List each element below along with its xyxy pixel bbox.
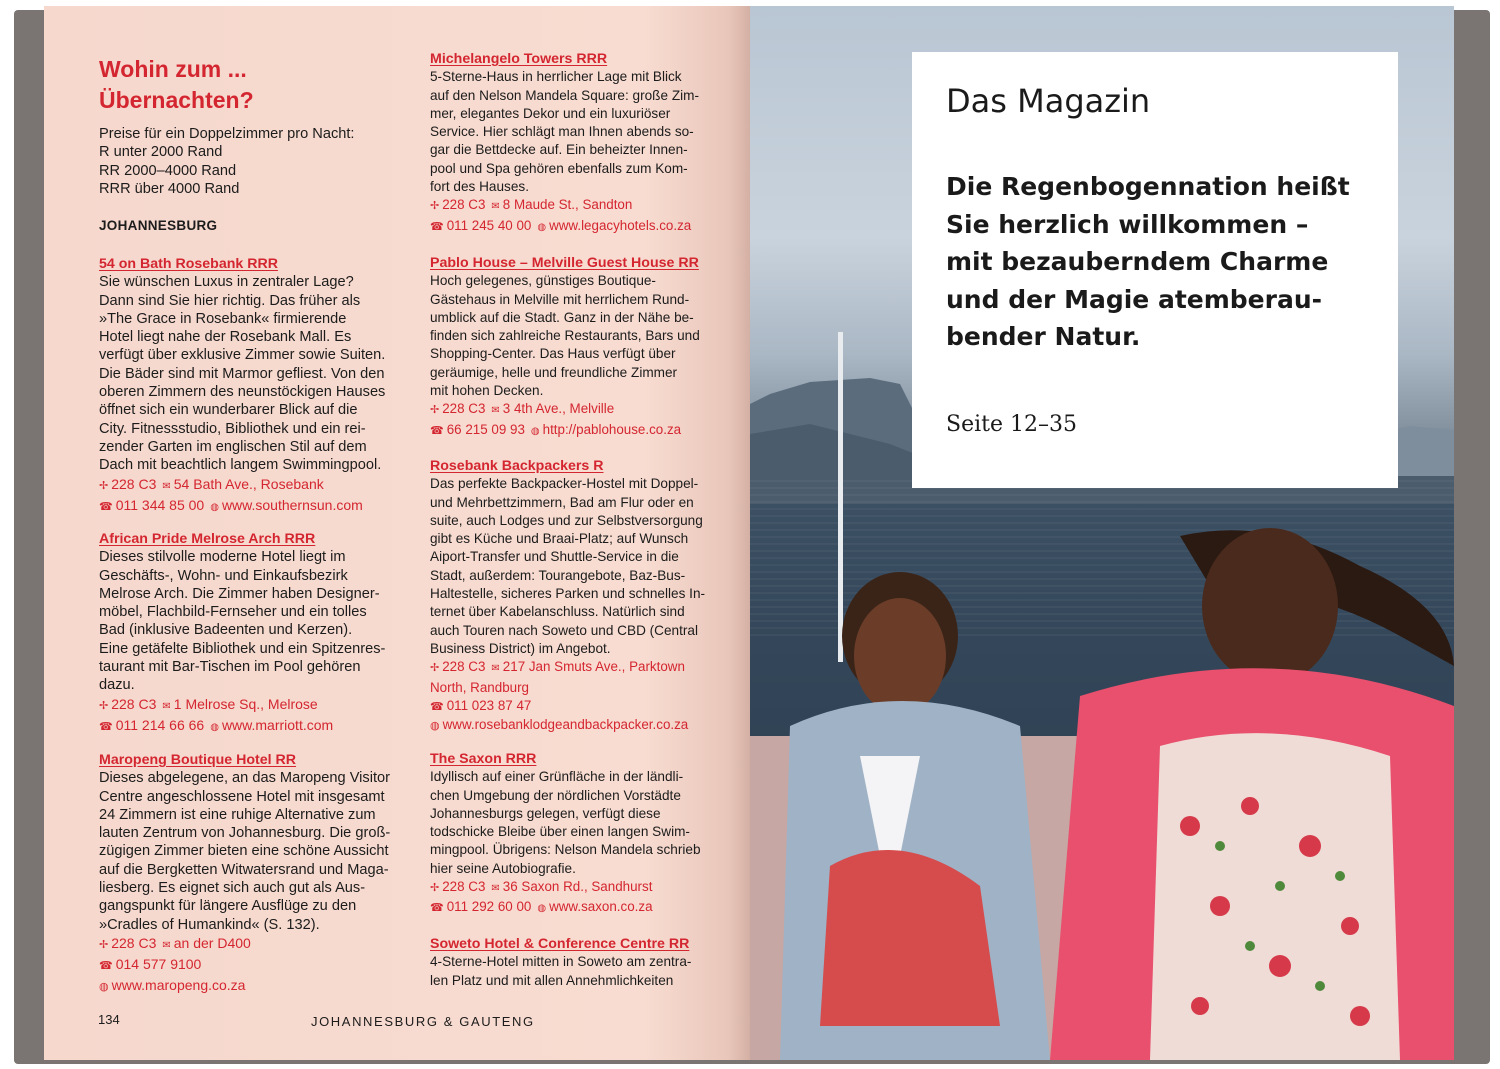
description-line: auf den Nelson Mandela Square: große Zim- [430, 87, 699, 103]
intro-line: Sie herzlich willkommen – [946, 209, 1309, 239]
description-line: möbel, Flachbild-Fernseher und ein tolles [99, 604, 367, 621]
map-reference: 228 C3 [111, 475, 157, 492]
heading-line-1: Wohin zum ... [99, 56, 247, 82]
website-link[interactable]: www.southernsun.com [221, 496, 363, 513]
magazine-teaser-box [912, 52, 1398, 488]
description-line: gibt es Küche und Braai-Platz; auf Wunsch [430, 531, 689, 547]
description-line: chen Umgebung der nördlichen Vorstädte [430, 787, 681, 803]
map-reference: 228 C3 [442, 401, 486, 417]
description-line: Service. Hier schlägt man Ihnen abends so- [430, 124, 694, 140]
description-line: öffnet sich ein wunderbarer Blick auf die [99, 402, 358, 419]
description-line: Aiport-Transfer und Shuttle-Service in die [430, 549, 679, 565]
hotel-description [430, 272, 742, 400]
phone-number: 011 023 87 47 [446, 697, 532, 713]
website-link[interactable]: www.saxon.co.za [549, 899, 653, 915]
description-line: lauten Zentrum von Johannesburg. Die groß- [99, 825, 391, 842]
envelope-icon: ✉ [491, 405, 500, 417]
address: 1 Melrose Sq., Melrose [173, 695, 318, 712]
address-continued: North, Randburg [430, 679, 529, 695]
description-line: Geschäfts-, Wohn- und Einkaufsbezirk [99, 567, 348, 584]
globe-icon: ◍ [99, 980, 109, 993]
phone-icon: ☎ [430, 220, 444, 233]
hotel-contact [99, 475, 419, 518]
envelope-icon: ✉ [162, 480, 171, 492]
hotel-description [430, 768, 742, 878]
hotel-contact [430, 400, 742, 441]
description-line: geräumige, helle und freundliche Zimmer [430, 364, 678, 380]
description-line: mit hohen Decken. [430, 383, 544, 399]
price-legend-intro: Preise für ein Doppelzimmer pro Nacht: [99, 126, 355, 142]
phone-number: 011 292 60 00 [446, 899, 532, 915]
address: an der D400 [173, 934, 251, 951]
hotel-contact [430, 196, 742, 237]
hotel-title-link[interactable]: African Pride Melrose Arch RRR [99, 531, 316, 547]
price-legend-r: R unter 2000 Rand [99, 144, 223, 161]
description-line: umblick auf die Stadt. Ganz in der Nähe be- [430, 309, 694, 325]
phone-icon: ☎ [430, 424, 444, 437]
globe-icon: ◍ [537, 903, 547, 915]
description-line: auf die Bergketten Witwatersrand und Maga- [99, 861, 389, 878]
description-line: Dach mit beachtlich langem Swimmingpool. [99, 457, 382, 474]
website-link[interactable]: http://pablohouse.co.za [542, 421, 682, 437]
phone-number: 011 344 85 00 [115, 496, 205, 513]
globe-icon: ◍ [210, 721, 219, 733]
description-line: Stadt, außerdem: Tourangebote, Baz-Bus- [430, 567, 686, 583]
address: 8 Maude St., Sandton [502, 197, 633, 213]
envelope-icon: ✉ [491, 201, 500, 213]
description-line: Hotel liegt nahe der Rosebank Mall. Es [99, 329, 352, 346]
phone-number: 014 577 9100 [115, 956, 202, 973]
hotel-entry [430, 935, 742, 990]
description-line: 5-Sterne-Haus in herrlicher Lage mit Blick [430, 69, 682, 85]
description-line: Dieses abgelegene, an das Maropeng Visitor [99, 770, 390, 787]
website-link[interactable]: www.marriott.com [221, 716, 334, 733]
globe-icon: ◍ [210, 501, 219, 513]
description-line: gangspunkt für längere Ausflüge zu den [99, 898, 357, 915]
website-link[interactable]: www.maropeng.co.za [111, 976, 246, 993]
heading-line-2: Übernachten? [99, 87, 254, 113]
phone-icon: ☎ [99, 960, 113, 973]
website-link[interactable]: www.rosebanklodgeandbackpacker.co.za [442, 717, 689, 733]
hotel-entry [99, 255, 419, 517]
address: 217 Jan Smuts Ave., Parktown [502, 659, 685, 675]
description-line: Haltestelle, sicheres Parken und schnelles In- [430, 586, 706, 602]
description-line: Bad (inklusive Badeenten und Kerzen). [99, 622, 353, 639]
description-line: pool und Spa gehören ebenfalls zum Kom- [430, 160, 688, 176]
description-line: todschicke Bleibe über einen langen Swim- [430, 824, 690, 840]
description-line: ternet über Kabelanschluss. Natürlich sind [430, 604, 685, 620]
description-line: 4-Sterne-Hotel mitten in Soweto am zentra- [430, 954, 692, 970]
map-pin-icon: ✢ [99, 479, 109, 492]
phone-icon: ☎ [430, 902, 444, 915]
map-reference: 228 C3 [442, 659, 486, 675]
page-heading [99, 54, 399, 116]
description-line: City. Fitnessstudio, Bibliothek und ein rei- [99, 420, 366, 437]
phone-number: 011 245 40 00 [446, 217, 532, 233]
description-line: suite, auch Lodges und zur Selbstversorgung [430, 512, 703, 528]
hotel-title-link[interactable]: Pablo House – Melville Guest House RR [430, 255, 699, 271]
description-line: Centre angeschlossene Hotel mit insgesamt [99, 788, 385, 805]
running-title: JOHANNESBURG & GAUTENG [311, 1014, 535, 1029]
hotel-title-link[interactable]: 54 on Bath Rosebank RRR [99, 256, 278, 272]
magazine-page-range: Seite 12–35 [946, 412, 1077, 437]
intro-line: Die Regenbogennation heißt [946, 172, 1350, 201]
map-pin-icon: ✢ [99, 938, 109, 951]
hotel-title-link[interactable]: The Saxon RRR [430, 751, 537, 767]
envelope-icon: ✉ [162, 939, 171, 951]
hotel-title-link[interactable]: Michelangelo Towers RRR [430, 51, 608, 67]
description-line: Die Bäder sind mit Marmor gefliest. Von den [99, 365, 385, 382]
hotel-contact [99, 934, 419, 996]
hotel-description [430, 68, 742, 196]
map-pin-icon: ✢ [430, 200, 440, 213]
hotel-contact [430, 658, 742, 735]
phone-number: 011 214 66 66 [115, 716, 205, 733]
phone-number: 66 215 09 93 [446, 421, 525, 437]
description-line: Dann sind Sie hier richtig. Das früher als [99, 292, 361, 309]
hotel-title-link[interactable]: Maropeng Boutique Hotel RR [99, 752, 297, 768]
envelope-icon: ✉ [491, 663, 500, 675]
description-line: Business District) im Angebot. [430, 640, 611, 656]
right-page-photo [750, 6, 1454, 1060]
price-legend-rrr: RRR über 4000 Rand [99, 180, 240, 197]
intro-line: mit bezauberndem Charme [946, 247, 1329, 276]
magazine-intro [946, 168, 1376, 356]
map-pin-icon: ✢ [430, 662, 440, 675]
hotel-description [430, 475, 742, 658]
description-line: zügigen Zimmer bieten eine schöne Aussicht [99, 843, 389, 860]
address: 54 Bath Ave., Rosebank [173, 475, 324, 492]
description-line: Melrose Arch. Die Zimmer haben Designer- [99, 585, 380, 602]
description-line: oberen Zimmern des neunstöckigen Hauses [99, 384, 386, 401]
description-line: len Platz und mit allen Annehmlichkeiten [430, 972, 674, 988]
hotel-contact [430, 878, 742, 919]
people-illustration [750, 526, 1454, 1060]
description-line: Johannesburgs gelegen, verfügt diese [430, 805, 661, 821]
intro-line: bender Natur. [946, 322, 1141, 351]
description-line: Das perfekte Backpacker-Hostel mit Doppel- [430, 476, 699, 492]
left-page [44, 6, 750, 1060]
hotel-entry [430, 750, 742, 919]
section-heading: JOHANNESBURG [99, 218, 218, 233]
description-line: Sie wünschen Luxus in zentraler Lage? [99, 274, 354, 291]
hotel-description [99, 548, 419, 694]
description-line: »Cradles of Humankind« (S. 132). [99, 916, 320, 933]
hotel-entry [430, 254, 742, 441]
map-pin-icon: ✢ [99, 699, 109, 712]
description-line: Dieses stilvolle moderne Hotel liegt im [99, 549, 346, 566]
hotel-entry [99, 530, 419, 737]
map-pin-icon: ✢ [430, 404, 440, 417]
magazine-title: Das Magazin [946, 82, 1151, 120]
globe-icon: ◍ [537, 221, 547, 233]
price-legend [99, 125, 355, 198]
hotel-entry [430, 50, 742, 237]
envelope-icon: ✉ [162, 700, 171, 712]
description-line: mingpool. Übrigens: Nelson Mandela schrieb [430, 842, 701, 858]
page-number: 134 [98, 1012, 120, 1027]
description-line: dazu. [99, 677, 135, 694]
description-line: zender Garten im englischen Stil auf dem [99, 438, 367, 455]
hotel-title-link[interactable]: Soweto Hotel & Conference Centre RR [430, 936, 690, 952]
phone-icon: ☎ [99, 720, 113, 733]
envelope-icon: ✉ [491, 883, 500, 895]
globe-icon: ◍ [530, 425, 540, 437]
description-line: Hoch gelegenes, günstiges Boutique- [430, 273, 656, 289]
description-line: fort des Hauses. [430, 179, 529, 195]
description-line: Shopping-Center. Das Haus verfügt über [430, 346, 676, 362]
price-legend-rr: RR 2000–4000 Rand [99, 162, 237, 179]
map-reference: 228 C3 [111, 695, 157, 712]
hotel-title-link[interactable]: Rosebank Backpackers R [430, 458, 604, 474]
hotel-description [99, 273, 419, 474]
phone-icon: ☎ [430, 700, 444, 713]
intro-line: und der Magie atemberau- [946, 284, 1323, 314]
description-line: mer, elegantes Dekor und ein luxuriöser [430, 105, 671, 121]
map-reference: 228 C3 [442, 197, 486, 213]
address: 36 Saxon Rd., Sandhurst [502, 879, 653, 895]
map-reference: 228 C3 [111, 934, 157, 951]
description-line: auch Touren nach Soweto und CBD (Central [430, 622, 699, 638]
map-reference: 228 C3 [442, 879, 486, 895]
description-line: finden sich zahlreiche Restaurants, Bars und [430, 328, 700, 344]
website-link[interactable]: www.legacyhotels.co.za [549, 217, 692, 233]
address: 3 4th Ave., Melville [502, 401, 615, 417]
hotel-entry [99, 751, 419, 996]
description-line: liesberg. Es eignet sich auch gut als Aus- [99, 880, 366, 897]
description-line: Idyllisch auf einer Grünfläche in der ländli- [430, 769, 684, 785]
hotel-description [99, 769, 419, 934]
description-line: Gästehaus in Melville mit herrlichem Rund- [430, 291, 690, 307]
description-line: »The Grace in Rosebank« firmierende [99, 310, 347, 327]
phone-icon: ☎ [99, 500, 113, 513]
globe-icon: ◍ [430, 720, 440, 733]
description-line: taurant mit Bar-Tischen im Pool gehören [99, 659, 361, 676]
description-line: gar die Bettdecke auf. Ein beheizter Innen- [430, 142, 688, 158]
description-line: und Mehrbettzimmern, Bad am Flur oder en [430, 494, 694, 510]
hotel-description [430, 953, 742, 990]
description-line: Eine getäfelte Bibliothek und ein Spitzenres- [99, 640, 386, 657]
hotel-entry [430, 457, 742, 735]
map-pin-icon: ✢ [430, 882, 440, 895]
description-line: hier seine Autobiografie. [430, 860, 576, 876]
hotel-contact [99, 695, 419, 738]
description-line: verfügt über exklusive Zimmer sowie Suiten. [99, 347, 386, 364]
description-line: 24 Zimmern ist eine ruhige Alternative zum [99, 806, 376, 823]
